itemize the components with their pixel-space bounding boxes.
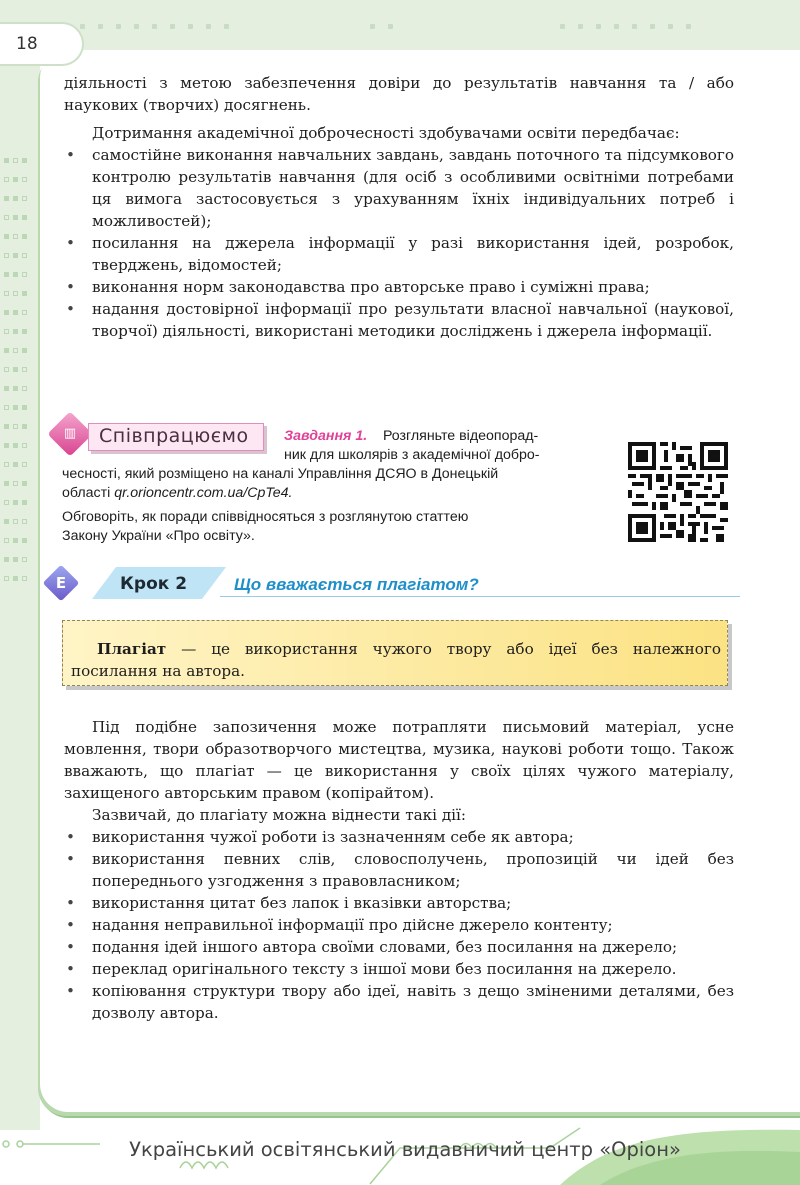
- intro-section: [64, 72, 734, 342]
- task-line: ник для школярів з академічної добро-: [284, 447, 540, 463]
- body-section: [64, 716, 734, 1024]
- task-line: [62, 484, 622, 503]
- list-item: • надання неправильної інформації про дійсне джерело контенту;: [64, 914, 734, 936]
- task-line: Обговоріть, як поради співвідносяться з розглянутою статтею: [62, 509, 469, 525]
- intro-continuation: діяльності з метою забезпечення довіри до результатів навчання та / або наукових (творчих) досягнень.: [64, 74, 734, 114]
- step-label: Крок 2: [120, 574, 188, 594]
- collaborate-label: Співпрацюємо: [88, 423, 264, 451]
- task-text: області: [62, 485, 115, 501]
- list-item: • самостійне виконання навчальних завдань, завдань поточного та підсумкового контролю результатів навчання (для осіб з особливими освітніми потребами ця вимога застосовується з урахуванням їхніх індивідуальних потреб і можливостей);: [64, 144, 734, 232]
- list-item: • переклад оригінального тексту з іншої мови без посилання на джерело.: [64, 958, 734, 980]
- step-question: Що вважається плагіатом?: [234, 575, 479, 594]
- page-number-tab: [0, 22, 84, 66]
- list-item: • подання ідей іншого автора своїми словами, без посилання на джерело;: [64, 936, 734, 958]
- list-item: • використання цитат без лапок і вказівки авторства;: [64, 892, 734, 914]
- step-badge-letter: E: [55, 574, 67, 592]
- list-item: • посилання на джерела інформації у разі використання ідей, розробок, тверджень, відомостей;: [64, 232, 734, 276]
- list-item: • копіювання структури твору або ідеї, навіть з дещо зміненими деталями, без дозволу автора.: [64, 980, 734, 1024]
- collaborate-block: [42, 414, 742, 554]
- intro-bullet-list: [64, 144, 734, 342]
- top-dots-decoration: [560, 14, 704, 22]
- definition-body: — це використання чужого твору або ідеї без належного посилання на автора.: [71, 640, 721, 680]
- top-dots-decoration: [80, 14, 242, 22]
- list-item: • використання певних слів, словосполучень, пропозицій чи ідей без попереднього узгодження з правовласником;: [64, 848, 734, 892]
- task-title: Завдання 1.: [284, 428, 368, 444]
- qr-code-icon[interactable]: [628, 442, 728, 542]
- top-band: [0, 0, 800, 50]
- page-number: 18: [16, 34, 38, 54]
- publisher-footer: Український освітянський видавничий центр «Оріон»: [129, 1138, 681, 1161]
- definition-box: [62, 620, 728, 686]
- top-dots-decoration: [370, 14, 406, 22]
- definition-text: [63, 638, 729, 682]
- step-divider: [220, 596, 740, 597]
- task-line: чесності, який розміщено на каналі Управління ДСЯО в Донецькій: [62, 466, 499, 482]
- intro-lead: Дотримання академічної доброчесності здобувачами освіти передбачає:: [92, 124, 680, 142]
- task-link[interactable]: qr.orioncentr.com.ua/CpTe4.: [114, 485, 293, 501]
- body-paragraph: Під подібне запозичення може потрапляти письмовий матеріал, усне мовлення, твори образотворчого мистецтва, музика, наукові роботи тощо. Також вважають, що плагіат — це використання у своїх цілях чужого матеріалу, захищеного авторським правом (копірайтом).: [64, 718, 734, 802]
- list-item: • виконання норм законодавства про авторське право і суміжні права;: [64, 276, 734, 298]
- body-lead: Зазвичай, до плагіату можна віднести такі дії:: [92, 806, 467, 824]
- building-icon: ▥: [63, 426, 77, 441]
- task-text: Розгляньте відеопорад-: [382, 428, 539, 444]
- list-item: • використання чужої роботи із зазначенням себе як автора;: [64, 826, 734, 848]
- left-dots-decoration: [4, 158, 36, 595]
- task-line: Закону України «Про освіту».: [62, 528, 255, 544]
- left-margin-band: [0, 50, 40, 1130]
- definition-term: Плагіат: [97, 640, 167, 658]
- list-item: • надання достовірної інформації про результати власної навчальної (наукової, творчої) діяльності, використані методики досліджень і джерела інформації.: [64, 298, 734, 342]
- plagiarism-bullet-list: [64, 826, 734, 1024]
- task-line: [284, 427, 614, 446]
